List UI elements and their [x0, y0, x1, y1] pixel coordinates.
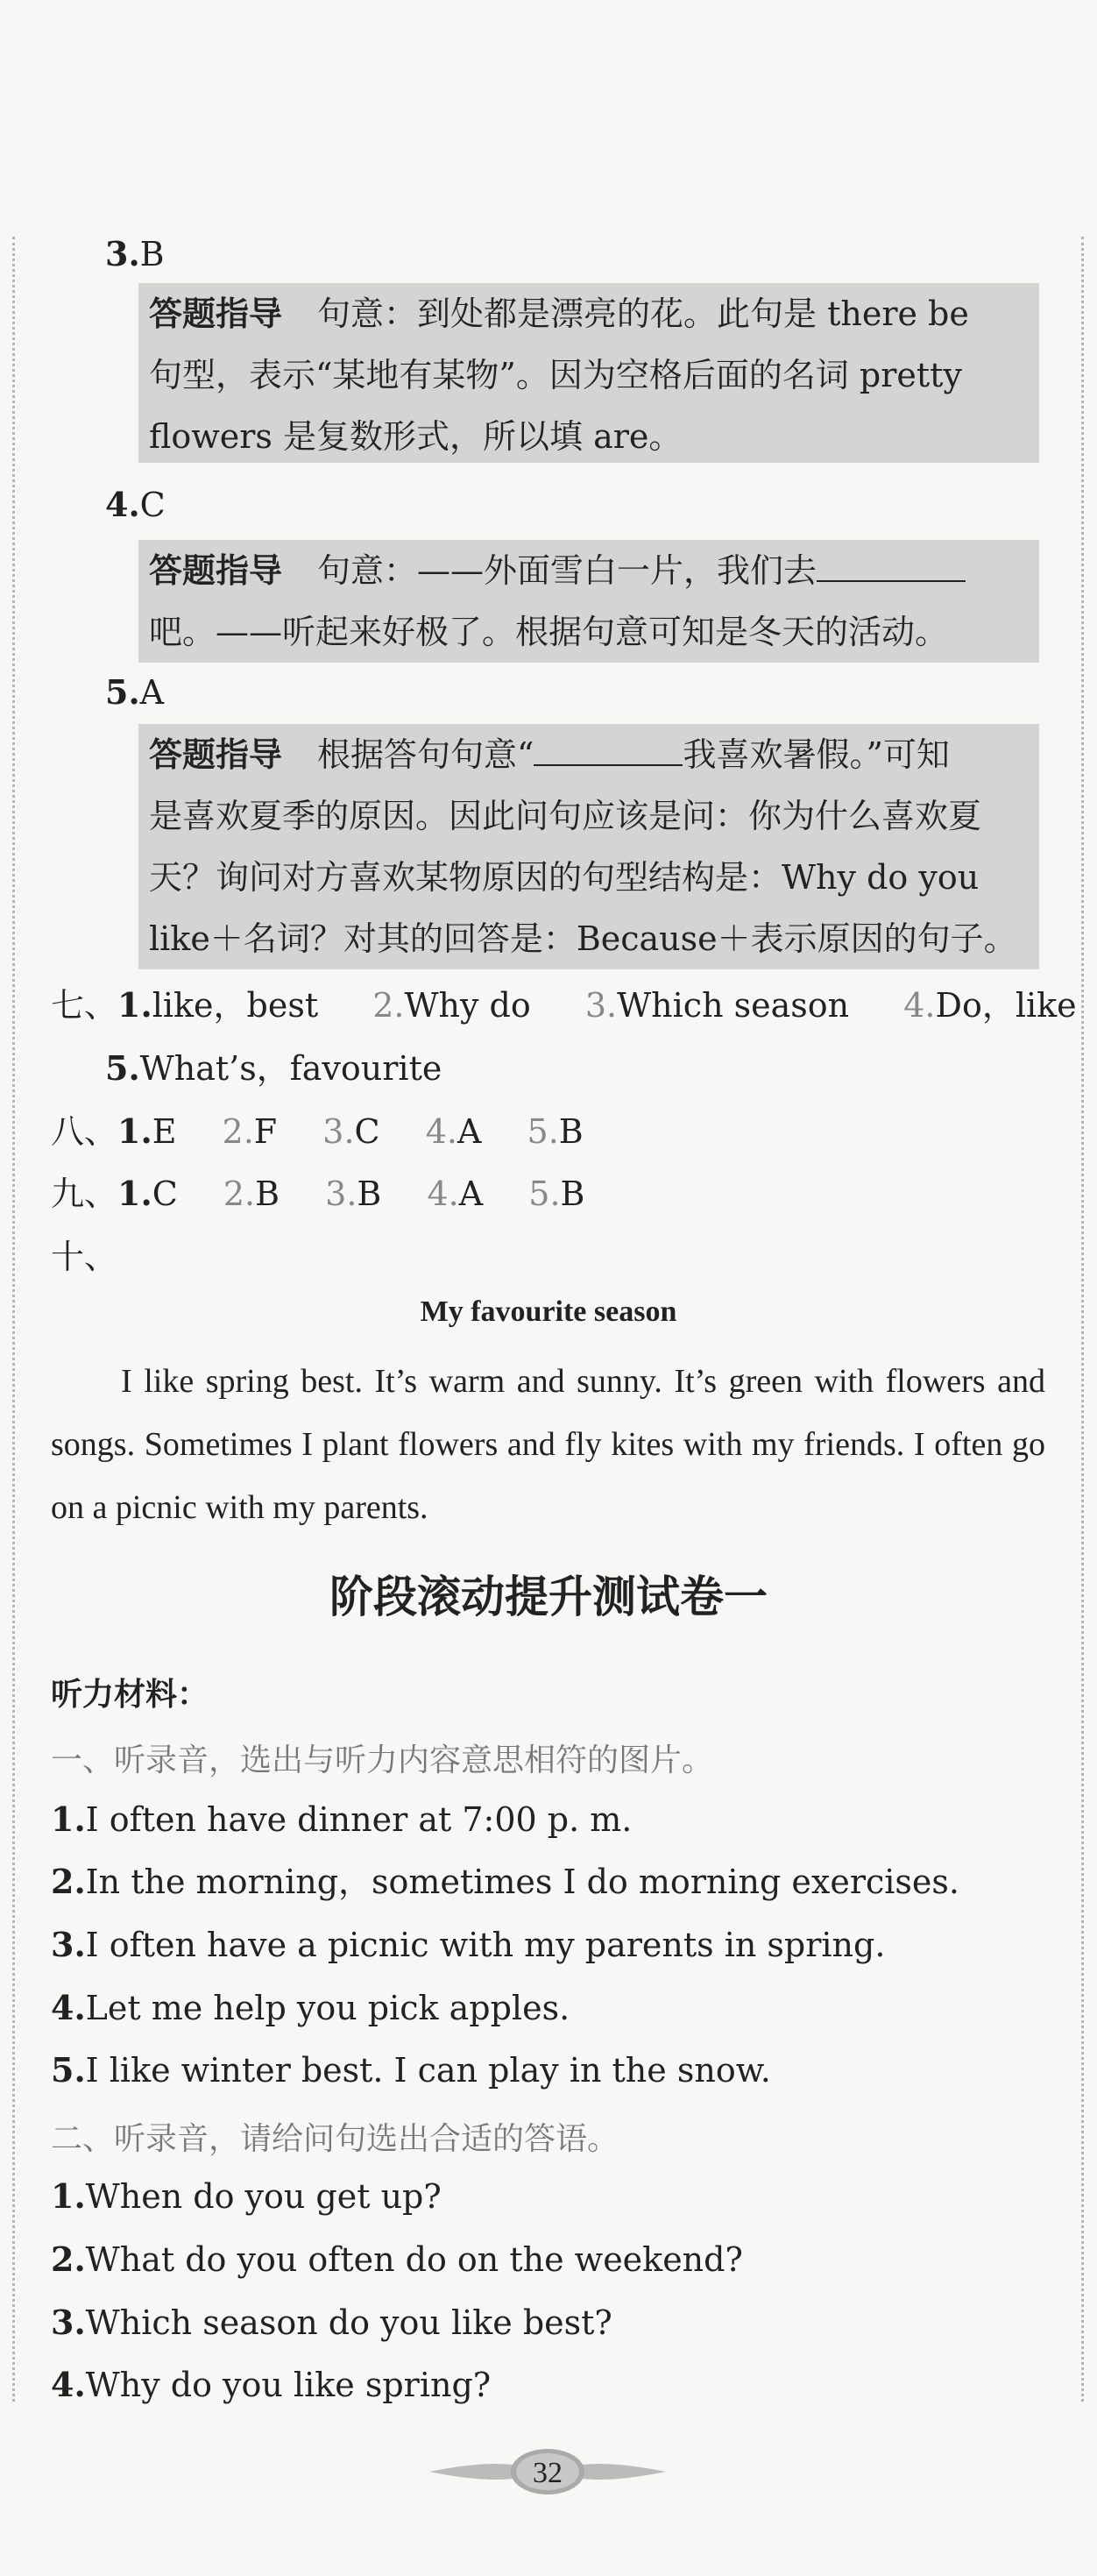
item-text: What do you often do on the weekend? — [85, 2240, 743, 2279]
answer-number: 2. — [372, 986, 405, 1025]
answer-number: 1. — [117, 985, 152, 1025]
answer-value: What’s，favourite — [139, 1049, 442, 1088]
answer-value: B — [560, 1174, 585, 1213]
essay-text: I like spring best. It’s warm and sunny. It’s green with flowers and songs. Sometimes I plant flowers and fly kites with my friends. I often go on a picnic with my parents. — [51, 1363, 1045, 1526]
guide-q5 — [138, 724, 1039, 969]
section-prefix: 十、 — [51, 1238, 118, 1276]
guide-line: 是喜欢夏季的原因。因此问句应该是问：你为什么喜欢夏 — [149, 797, 982, 835]
item-number: 4. — [51, 1988, 86, 2027]
guide-line: 句型，表示“某地有某物”。因为空格后面的名词 pretty — [149, 356, 962, 394]
item-number: 2. — [51, 2239, 86, 2279]
item-number: 1. — [51, 2176, 86, 2216]
answer-q4 — [105, 484, 166, 526]
item-number: 2. — [51, 1862, 86, 1901]
guide-label: 答题指导 — [149, 735, 283, 774]
answer-number: 3. — [322, 1112, 355, 1151]
answer-number: 5. — [528, 1174, 561, 1213]
item-text: In the morning，sometimes I do morning exercises. — [85, 1863, 960, 1901]
page-badge-ornament — [429, 2445, 666, 2498]
answer-number: 3. — [105, 234, 140, 273]
listening-item — [51, 1987, 570, 2029]
part1-heading: 一、听录音，选出与听力内容意思相符的图片。 — [51, 1742, 714, 1778]
item-number: 3. — [51, 1925, 86, 1964]
answer-value: B — [139, 235, 165, 273]
section-7-row2 — [105, 1047, 442, 1089]
item-number: 5. — [51, 2050, 86, 2090]
item-number: 4. — [51, 2365, 86, 2404]
guide-line: 吧。——听起来好极了。根据句意可知是冬天的活动。 — [149, 613, 949, 651]
answer-number: 5. — [105, 672, 140, 712]
item-text: Which season do you like best? — [85, 2303, 612, 2342]
answer-value: A — [458, 1174, 484, 1213]
guide-line: flowers 是复数形式，所以填 are。 — [149, 417, 683, 456]
answer-value: Do，like — [935, 986, 1077, 1025]
listening-item — [51, 1924, 885, 1966]
item-text: When do you get up? — [85, 2177, 442, 2216]
listening-item — [51, 1799, 632, 1841]
listening-item — [51, 2302, 612, 2344]
section-prefix: 八、 — [51, 1112, 118, 1151]
section-7-row1 — [51, 984, 1077, 1026]
listening-item — [51, 2175, 442, 2218]
guide-line: 天？询问对方喜欢某物原因的句型结构是：Why do you — [149, 858, 980, 897]
answer-value: B — [558, 1112, 584, 1151]
answer-number: 4. — [105, 485, 140, 524]
answer-number: 2. — [222, 1112, 254, 1151]
guide-line: 我喜欢暑假。”可知 — [683, 735, 950, 774]
answer-number: 5. — [105, 1048, 140, 1088]
answer-q5 — [105, 671, 164, 713]
answer-number: 1. — [117, 1174, 152, 1213]
guide-q4 — [138, 540, 1039, 663]
listening-item — [51, 2049, 771, 2091]
answer-value: like，best — [152, 986, 319, 1025]
essay-body — [51, 1350, 1045, 1539]
answer-value: B — [255, 1174, 280, 1213]
page-number: 32 — [533, 2457, 563, 2489]
answer-number: 4. — [903, 986, 936, 1025]
item-number: 3. — [51, 2303, 86, 2342]
item-text: Let me help you pick apples. — [85, 1989, 570, 2027]
guide-line: like＋名词？对其的回答是：Because＋表示原因的句子。 — [149, 919, 1017, 958]
item-number: 1. — [51, 1799, 86, 1839]
answer-value: Why do — [404, 986, 531, 1025]
guide-line: 句意：——外面雪白一片，我们去 — [317, 551, 817, 590]
essay-title: My favourite season — [420, 1295, 677, 1328]
answer-value: C — [354, 1112, 380, 1151]
item-text: Why do you like spring? — [85, 2366, 492, 2404]
answer-value: C — [152, 1174, 178, 1213]
section-prefix: 九、 — [51, 1174, 118, 1213]
guide-label: 答题指导 — [149, 295, 283, 333]
answer-q3 — [105, 233, 165, 275]
answer-number: 3. — [584, 986, 618, 1025]
part2-heading: 二、听录音，请给问句选出合适的答语。 — [51, 2121, 619, 2157]
answer-value: Which season — [617, 986, 850, 1025]
item-text: I often have dinner at 7:00 p. m. — [85, 1800, 633, 1839]
answer-number: 5. — [527, 1112, 559, 1151]
answer-value: E — [152, 1112, 177, 1151]
answer-value: C — [139, 486, 166, 524]
answer-value: A — [456, 1112, 482, 1151]
answer-number: 1. — [117, 1111, 152, 1151]
guide-q3 — [138, 283, 1039, 463]
listening-item — [51, 1861, 959, 1903]
answer-number: 4. — [425, 1112, 457, 1151]
section-8-row — [51, 1111, 584, 1153]
answer-value: B — [357, 1174, 382, 1213]
page-number-badge — [429, 2445, 666, 2498]
test-title: 阶段滚动提升测试卷一 — [329, 1572, 768, 1622]
fill-blank — [534, 738, 683, 766]
fill-blank — [817, 554, 966, 582]
listening-item — [51, 2364, 491, 2406]
item-text: I often have a picnic with my parents in spring. — [85, 1926, 886, 1964]
guide-label: 答题指导 — [149, 551, 283, 590]
guide-line: 根据答句句意“ — [317, 735, 534, 774]
section-9-row — [51, 1173, 584, 1215]
answer-number: 2. — [223, 1174, 256, 1213]
listening-label: 听力材料： — [51, 1677, 209, 1713]
answer-number: 4. — [427, 1174, 459, 1213]
answer-value: A — [139, 673, 165, 712]
section-prefix: 七、 — [51, 986, 118, 1025]
answer-number: 3. — [325, 1174, 357, 1213]
guide-line: 句意：到处都是漂亮的花。此句是 there be — [317, 295, 969, 333]
item-text: I like winter best. I can play in the snow. — [85, 2051, 771, 2090]
section-10-prefix — [51, 1236, 117, 1278]
answer-value: F — [253, 1112, 278, 1151]
listening-item — [51, 2239, 743, 2281]
